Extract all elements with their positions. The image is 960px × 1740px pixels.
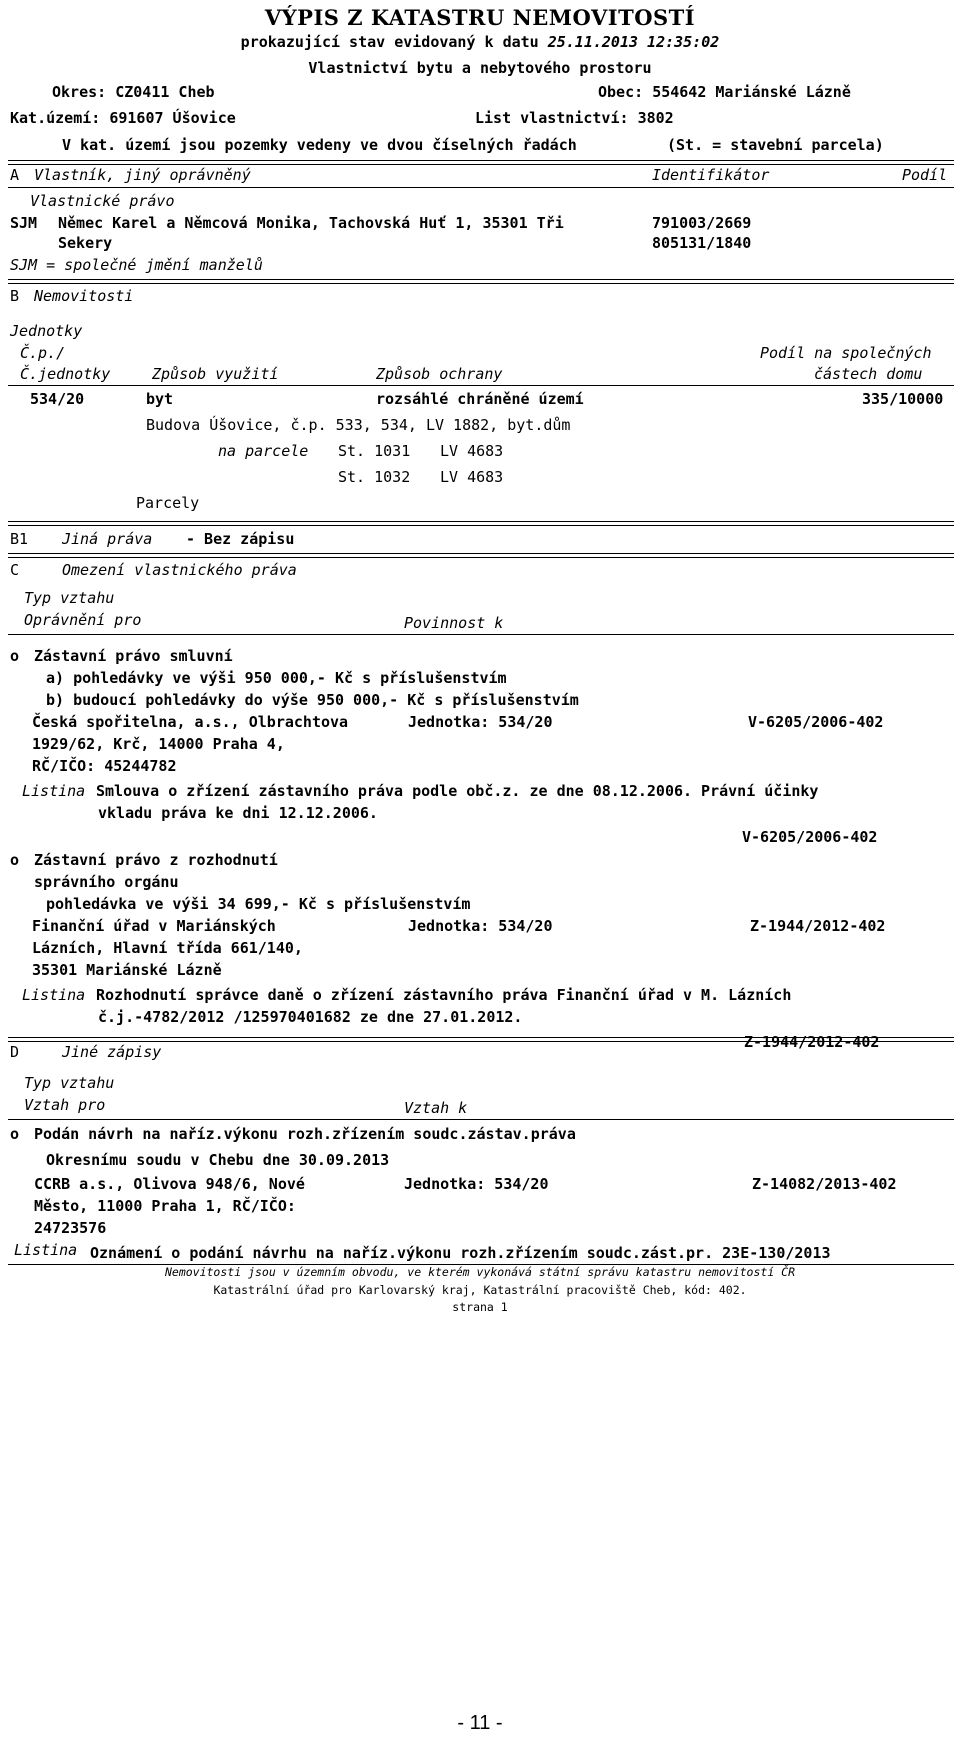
typ-vztahu: Typ vztahu — [24, 1074, 115, 1092]
kat-uzemi — [10, 110, 236, 127]
c-item1-creditor-1: Česká spořitelna, a.s., Olbrachtova — [32, 713, 349, 731]
col-zpusob-vyuziti: Způsob využití — [152, 365, 279, 383]
obec-value: 554642 Mariánské Lázně — [652, 83, 851, 101]
divider — [8, 279, 954, 284]
section-b1-title: Jiná práva — [62, 530, 153, 548]
owner-line-1: Němec Karel a Němcová Monika, Tachovská Huť 1, 35301 Tři — [58, 214, 564, 232]
parcely-heading: Parcely — [136, 494, 200, 512]
col-cislo-jednotky: Č.jednotky — [20, 365, 111, 383]
povinnost-k: Povinnost k — [404, 614, 504, 632]
c-item2-creditor-2: Lázních, Hlavní třída 661/140, — [32, 939, 303, 957]
section-b-title: Nemovitosti — [34, 287, 134, 305]
sjm-note: SJM = společné jmění manželů — [10, 256, 263, 274]
list-value: 3802 — [637, 109, 674, 127]
divider — [8, 1119, 954, 1120]
d-item-title: Podán návrh na naříz.výkonu rozh.zřízením soudc.zástav.práva — [34, 1125, 576, 1143]
c-item1-ref-2: V-6205/2006-402 — [742, 828, 878, 846]
page-number: - 11 - — [457, 1712, 503, 1734]
d-listina-label: Listina — [14, 1241, 78, 1259]
document-type: Vlastnictví bytu a nebytového prostoru — [308, 59, 652, 77]
kat-uzemi-value: 691607 Úšovice — [109, 109, 236, 127]
d-jednotka: Jednotka: 534/20 — [404, 1175, 549, 1193]
col-podil: Podíl — [902, 166, 948, 184]
divider — [8, 634, 954, 635]
divider — [8, 160, 954, 165]
bullet: o — [10, 851, 20, 869]
section-a-title: Vlastník, jiný oprávněný — [34, 166, 251, 184]
document-title: VÝPIS Z KATASTRU NEMOVITOSTÍ — [264, 5, 696, 30]
c-item2-title-1: Zástavní právo z rozhodnutí — [34, 851, 278, 869]
obec-label: Obec: — [598, 83, 644, 101]
bullet: o — [10, 647, 20, 665]
kat-uzemi-label: Kat.území: — [10, 109, 101, 127]
d-listina: Oznámení o podání návrhu na naříz.výkonu rozh.zřízením soudc.zást.pr. 23E-130/2013 — [90, 1244, 831, 1262]
cadastre-note: V kat. území jsou pozemky vedeny ve dvou číselných řadách — [62, 136, 577, 154]
c-item2-listina-1: Rozhodnutí správce daně o zřízení zástavního práva Finanční úřad v M. Lázních — [96, 986, 792, 1004]
c-item1-listina-label: Listina — [22, 782, 86, 800]
d-ref: Z-14082/2013-402 — [752, 1175, 897, 1193]
obec — [598, 84, 851, 101]
okres-label: Okres: — [52, 83, 107, 101]
unit-ochrana: rozsáhlé chráněné území — [376, 390, 584, 408]
col-zpusob-ochrany: Způsob ochrany — [376, 365, 503, 383]
vlastnicke-pravo: Vlastnické právo — [30, 192, 175, 210]
c-item2-listina-2: č.j.-4782/2012 /125970401682 ze dne 27.01.2012. — [98, 1008, 523, 1026]
section-b1-value: - Bez zápisu — [186, 530, 295, 548]
section-d-label: D — [10, 1043, 20, 1061]
subtitle — [0, 34, 960, 51]
parcela-1-lv: LV 4683 — [440, 442, 504, 460]
c-item1-jednotka: Jednotka: 534/20 — [408, 713, 553, 731]
unit-podil: 335/10000 — [862, 390, 944, 408]
section-a-label: A — [10, 166, 20, 184]
parcela-1: St. 1031 — [338, 442, 411, 460]
typ-vztahu: Typ vztahu — [24, 589, 115, 607]
section-b1-label: B1 — [10, 530, 29, 548]
c-item1-title: Zástavní právo smluvní — [34, 647, 233, 665]
unit-vyuziti: byt — [146, 390, 174, 408]
c-item1-creditor-2: 1929/62, Krč, 14000 Praha 4, — [32, 735, 285, 753]
divider — [8, 385, 954, 386]
divider — [8, 521, 954, 526]
vztah-k: Vztah k — [404, 1099, 468, 1117]
parcela-2: St. 1032 — [338, 468, 411, 486]
footer-page: strana 1 — [452, 1300, 508, 1314]
divider — [8, 187, 954, 188]
c-item2-creditor-3: 35301 Mariánské Lázně — [32, 961, 222, 979]
c-item1-ref: V-6205/2006-402 — [748, 713, 884, 731]
budova-info: Budova Úšovice, č.p. 533, 534, LV 1882, byt.dům — [146, 416, 571, 434]
subtitle-date: 25.11.2013 12:35:02 — [547, 33, 720, 51]
c-item1-creditor-3: RČ/IČO: 45244782 — [32, 757, 177, 775]
sjm-marker: SJM — [10, 214, 38, 232]
c-item2-ref: Z-1944/2012-402 — [750, 917, 886, 935]
okres-value: CZ0411 Cheb — [115, 83, 215, 101]
c-item2-jednotka: Jednotka: 534/20 — [408, 917, 553, 935]
section-d-title: Jiné zápisy — [62, 1043, 162, 1061]
cadastre-note-st: (St. = stavební parcela) — [667, 136, 884, 154]
footer-line-2: Katastrální úřad pro Karlovarský kraj, Katastrální pracoviště Cheb, kód: 402. — [213, 1283, 747, 1297]
na-parcele-label: na parcele — [218, 442, 309, 460]
d-party-1: CCRB a.s., Olivova 948/6, Nové — [34, 1175, 305, 1193]
c-item2-creditor-1: Finanční úřad v Mariánských — [32, 917, 276, 935]
col-podil-2: částech domu — [814, 365, 923, 383]
d-party-2: Město, 11000 Praha 1, RČ/IČO: — [34, 1197, 296, 1215]
jednotky-heading: Jednotky — [10, 322, 83, 340]
subtitle-prefix: prokazující stav evidovaný k datu — [240, 33, 539, 51]
d-court: Okresnímu soudu v Chebu dne 30.09.2013 — [46, 1151, 390, 1169]
unit-number: 534/20 — [30, 390, 85, 408]
owner-id-2: 805131/1840 — [652, 234, 752, 252]
c-item1-a: a) pohledávky ve výši 950 000,- Kč s příslušenstvím — [46, 669, 507, 687]
c-item2-listina-label: Listina — [22, 986, 86, 1004]
c-item2-title-2: správního orgánu — [34, 873, 179, 891]
vztah-pro: Vztah pro — [24, 1096, 106, 1114]
col-identifikator: Identifikátor — [652, 166, 770, 184]
section-b-label: B — [10, 287, 20, 305]
owner-line-2: Sekery — [58, 234, 113, 252]
section-c-title: Omezení vlastnického práva — [62, 561, 297, 579]
section-c-label: C — [10, 561, 20, 579]
c-item2-claim: pohledávka ve výši 34 699,- Kč s příslušenstvím — [46, 895, 471, 913]
col-cp: Č.p./ — [20, 344, 66, 362]
c-item1-b: b) budoucí pohledávky do výše 950 000,- Kč s příslušenstvím — [46, 691, 579, 709]
c-item2-ref-2: Z-1944/2012-402 — [744, 1033, 880, 1051]
c-item1-listina-2: vkladu práva ke dni 12.12.2006. — [98, 804, 378, 822]
list-label: List vlastnictví: — [475, 109, 629, 127]
parcela-2-lv: LV 4683 — [440, 468, 504, 486]
bullet: o — [10, 1125, 20, 1143]
d-party-3: 24723576 — [34, 1219, 107, 1237]
divider — [8, 553, 954, 558]
owner-id-1: 791003/2669 — [652, 214, 752, 232]
c-item1-listina-1: Smlouva o zřízení zástavního práva podle obč.z. ze dne 08.12.2006. Právní účinky — [96, 782, 819, 800]
opravneni-pro: Oprávnění pro — [24, 611, 142, 629]
footer-line-1: Nemovitosti jsou v územním obvodu, ve kterém vykonává státní správu katastru nemovitostí ČR — [164, 1265, 796, 1279]
okres — [52, 84, 215, 101]
col-podil-1: Podíl na společných — [760, 344, 932, 362]
divider — [8, 1037, 954, 1042]
list-vlastnictvi — [475, 110, 674, 127]
